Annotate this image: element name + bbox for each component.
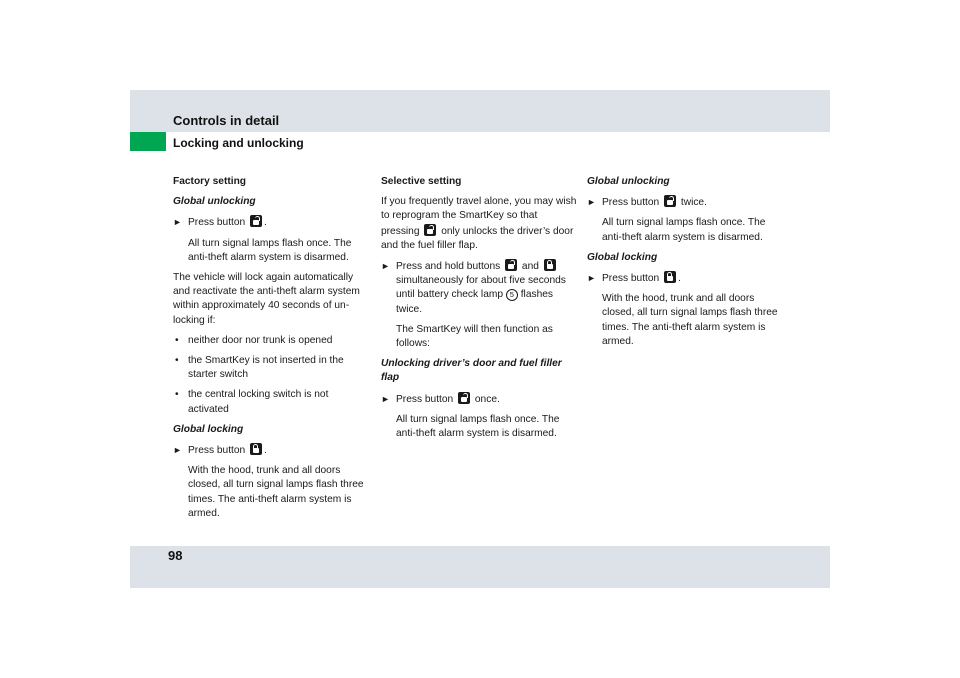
column-3: [587, 175, 782, 355]
lock-result: With the hood, trunk and all doors closed, all turn signal lamps flash three times. The anti-theft alarm system is armed.: [602, 293, 778, 347]
key-unlock-icon: [664, 195, 676, 207]
global-unlocking-heading: Global unlocking: [173, 196, 256, 208]
key-lock-icon: [544, 259, 556, 271]
arrow-right-icon: ►: [381, 261, 390, 272]
step-period: .: [264, 217, 267, 229]
subsection-title: Locking and unlocking: [173, 136, 304, 150]
unlock-result: All turn signal lamps flash once. The anti-theft alarm system is disarmed.: [602, 217, 766, 243]
key-lock-icon: [664, 271, 676, 283]
key-unlock-icon: [458, 392, 470, 404]
column-1: [173, 175, 368, 527]
intro-text: only unlocks the driver’s door and the fuel filler flap.: [381, 225, 574, 251]
arrow-right-icon: ►: [173, 445, 182, 456]
step-text: Press button: [602, 273, 660, 285]
section-marker: [130, 132, 166, 151]
bullet-icon: •: [175, 355, 179, 367]
step-text: Press button: [188, 217, 246, 229]
arrow-right-icon: ►: [173, 217, 182, 228]
step-text: simultaneously for about five seconds until battery check lamp: [396, 275, 566, 301]
step-text: flashes twice.: [396, 289, 553, 315]
step-text: Press button: [602, 197, 660, 209]
battery-lamp-number: 5: [506, 289, 518, 301]
selective-intro: [381, 195, 577, 253]
global-unlocking-heading: Global unlocking: [587, 176, 670, 187]
unlock-driver-heading: Unlocking driver’s door and fuel filler flap: [381, 358, 562, 384]
key-unlock-icon: [250, 215, 262, 227]
page-number: 98: [168, 548, 183, 563]
unlock-result: All turn signal lamps flash once. The anti-theft alarm system is disarmed.: [188, 237, 352, 263]
factory-setting-heading: Factory setting: [173, 176, 247, 187]
step-text: Press and hold buttons: [396, 261, 501, 273]
list-item: [173, 354, 368, 382]
step-period: .: [264, 445, 267, 457]
step-press-lock: [587, 271, 782, 286]
list-item: [173, 334, 368, 348]
list-item: [173, 388, 368, 416]
step-press-hold: [381, 259, 577, 317]
arrow-right-icon: ►: [587, 197, 596, 208]
global-locking-heading: Global locking: [587, 251, 658, 263]
unlock-result: All turn signal lamps flash once. The anti-theft alarm system is disarmed.: [396, 413, 560, 440]
step-text: Press button: [188, 445, 246, 457]
step-press-lock: [173, 443, 368, 458]
intro-text: If you frequently travel alone, you may wish to reprogram the SmartKey so that pressing: [381, 196, 577, 237]
step-press-unlock: [173, 215, 368, 230]
step-text: once.: [474, 393, 500, 405]
bullet-text: the central locking switch is not activated: [188, 389, 329, 415]
step-text: and: [521, 261, 539, 273]
key-unlock-icon: [505, 259, 517, 271]
lock-result: With the hood, trunk and all doors closed, all turn signal lamps flash three times. The anti-theft alarm system is armed.: [188, 465, 364, 519]
step-press-twice: [587, 195, 782, 210]
bullet-icon: •: [175, 389, 179, 401]
column-2: [381, 175, 577, 447]
step-press-once: [381, 392, 577, 407]
step-text: twice.: [680, 197, 707, 209]
key-lock-icon: [250, 443, 262, 455]
global-locking-heading: Global locking: [173, 423, 244, 435]
arrow-right-icon: ►: [381, 393, 390, 404]
selective-setting-heading: Selective setting: [381, 176, 462, 187]
section-title: Controls in detail: [173, 113, 280, 128]
bullet-icon: •: [175, 334, 179, 346]
key-unlock-icon: [424, 224, 436, 236]
bullet-text: neither door nor trunk is opened: [188, 334, 333, 346]
function-text: The SmartKey will then function as follows:: [396, 323, 553, 350]
footer-band: [130, 546, 830, 588]
step-period: .: [678, 273, 681, 285]
arrow-right-icon: ►: [587, 273, 596, 284]
step-text: Press button: [396, 393, 454, 405]
bullet-text: the SmartKey is not inserted in the starter switch: [188, 355, 344, 381]
relock-intro: The vehicle will lock again automatically and reactivate the anti-theft alarm system within approximately 40 seconds of un-locking if:: [173, 272, 360, 326]
